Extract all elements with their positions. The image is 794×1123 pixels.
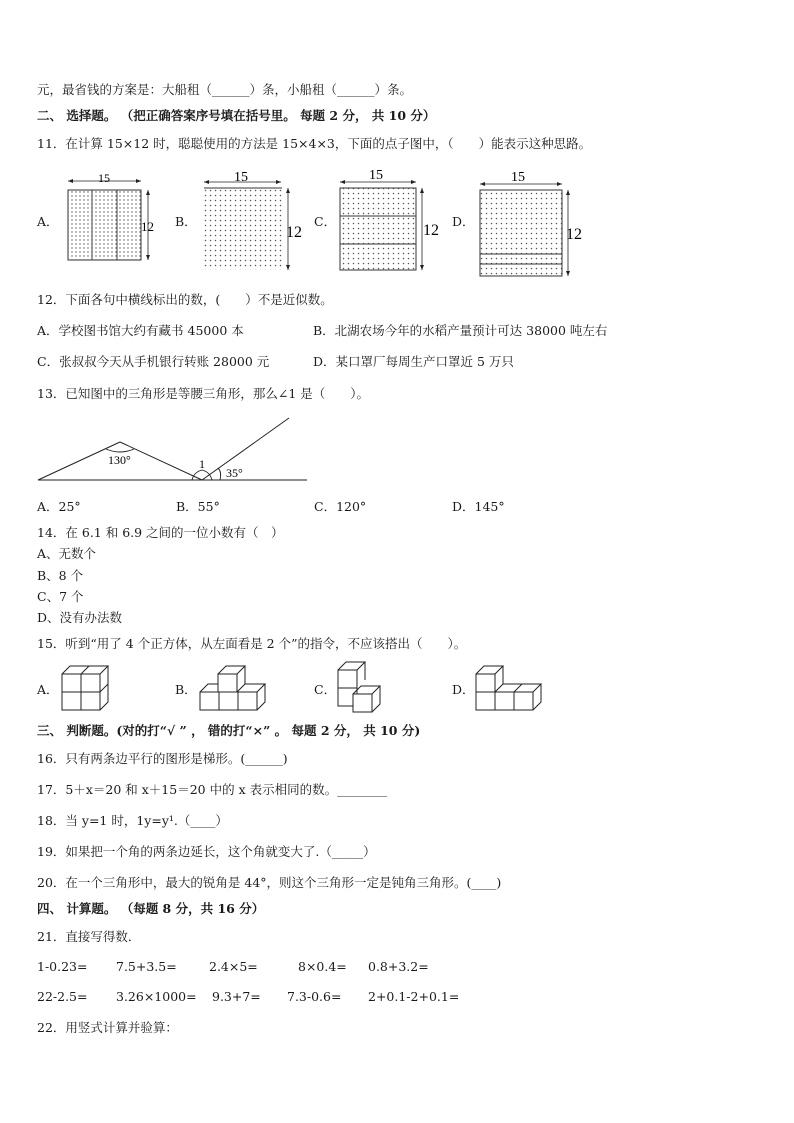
q21-item: 9.3+7=: [212, 989, 261, 1004]
q15-cubes-c: [336, 660, 388, 716]
q15-cubes-a: [60, 664, 112, 714]
q11a-height-label: 12: [141, 219, 154, 234]
q14-option-b: B、8 个: [37, 568, 84, 583]
q11d-height-label: 12: [566, 226, 582, 243]
q12-option-a: A．学校图书馆大约有藏书 45000 本: [37, 323, 244, 338]
q15-stem: 15．听到“用了 4 个正方体，从左面看是 2 个”的指令，不应该搭出（ ）。: [37, 636, 467, 651]
q15-option-d-label: D．: [452, 682, 475, 697]
q22-stem: 22．用竖式计算并验算：: [37, 1020, 178, 1035]
q11c-height-label: 12: [423, 222, 439, 239]
q18: 18．当 y=1 时，1y=y¹.（____）: [37, 813, 228, 828]
q11-stem: 11．在计算 15×12 时，聪聪使用的方法是 15×4×3，下面的点子图中，（ ）能表示这种思路。: [37, 136, 592, 151]
q20: 20．在一个三角形中，最大的锐角是 44°，则这个三角形一定是钝角三角形。(____): [37, 875, 502, 890]
section-2-heading: 二、 选择题。 （把正确答案序号填在括号里。 每题 2 分， 共 10 分）: [37, 108, 436, 123]
q11-option-d-label: D．: [452, 214, 475, 229]
q12-stem: 12．下面各句中横线标出的数，( ）不是近似数。: [37, 292, 333, 307]
q21-item: 3.26×1000=: [116, 989, 197, 1004]
q11a-width-label: 15: [98, 171, 110, 185]
q21-item: 7.5+3.5=: [116, 959, 177, 974]
q15-option-a-label: A．: [37, 682, 59, 697]
q17: 17．5＋x＝20 和 x＋15＝20 中的 x 表示相同的数。________: [37, 782, 388, 797]
q14-option-d: D、没有办法数: [37, 610, 123, 625]
q11-figure-d: [474, 166, 589, 280]
q16: 16．只有两条边平行的图形是梯形。(______): [37, 751, 288, 766]
q19: 19．如果把一个角的两条边延长，这个角就变大了.（_____）: [37, 844, 376, 859]
q21-item: 1-0.23=: [37, 959, 88, 974]
q13-triangle-figure: [36, 412, 311, 484]
section-3-heading: 三、 判断题。(对的打“√ ” ， 错的打“×” 。 每题 2 分， 共 10 分): [37, 723, 421, 738]
q13-option-c: C．120°: [314, 499, 367, 514]
q11-option-a-label: A．: [37, 214, 59, 229]
q13-option-a: A．25°: [37, 499, 81, 514]
q11d-width-label: 15: [511, 170, 525, 185]
q14-option-a: A、无数个: [37, 546, 97, 561]
q14-stem: 14．在 6.1 和 6.9 之间的一位小数有（ ）: [37, 525, 284, 540]
q21-item: 2+0.1-2+0.1=: [368, 989, 460, 1004]
q13-apex-angle: 130°: [108, 453, 131, 467]
q21-item: 22-2.5=: [37, 989, 88, 1004]
section-4-heading: 四、 计算题。 （每题 8 分，共 16 分）: [37, 901, 265, 916]
q13-option-d: D．145°: [452, 499, 505, 514]
q11b-width-label: 15: [234, 170, 248, 185]
q21-item: 7.3-0.6=: [287, 989, 342, 1004]
q13-right-angle: 35°: [226, 466, 243, 480]
q11c-width-label: 15: [369, 168, 383, 183]
q21-item: 0.8+3.2=: [368, 959, 429, 974]
q15-option-b-label: B．: [175, 682, 197, 697]
q10-answer-line: 元，最省钱的方案是：大船租（______）条，小船租（______）条。: [37, 82, 413, 97]
q11-figure-c: [336, 166, 446, 272]
q11b-height-label: 12: [286, 224, 302, 241]
q14-option-c: C、7 个: [37, 589, 84, 604]
q11-figure-a: [62, 170, 167, 270]
q13-option-b: B．55°: [176, 499, 220, 514]
q11-option-b-label: B．: [175, 214, 197, 229]
q13-angle-1-label: 1: [199, 457, 205, 471]
q15-cubes-b: [198, 664, 270, 714]
q12-option-b: B．北湖农场今年的水稻产量预计可达 38000 吨左右: [313, 323, 608, 338]
q15-cubes-d: [474, 664, 546, 714]
q21-stem: 21．直接写得数．: [37, 929, 141, 944]
q11-option-c-label: C．: [314, 214, 337, 229]
q11-figure-b: [198, 168, 308, 274]
q15-option-c-label: C．: [314, 682, 337, 697]
q12-option-c: C．张叔叔今天从手机银行转账 28000 元: [37, 354, 270, 369]
q13-stem: 13．已知图中的三角形是等腰三角形，那么∠1 是（ ）。: [37, 386, 370, 401]
q12-option-d: D．某口罩厂每周生产口罩近 5 万只: [313, 354, 514, 369]
q21-item: 2.4×5=: [209, 959, 258, 974]
q21-item: 8×0.4=: [298, 959, 347, 974]
